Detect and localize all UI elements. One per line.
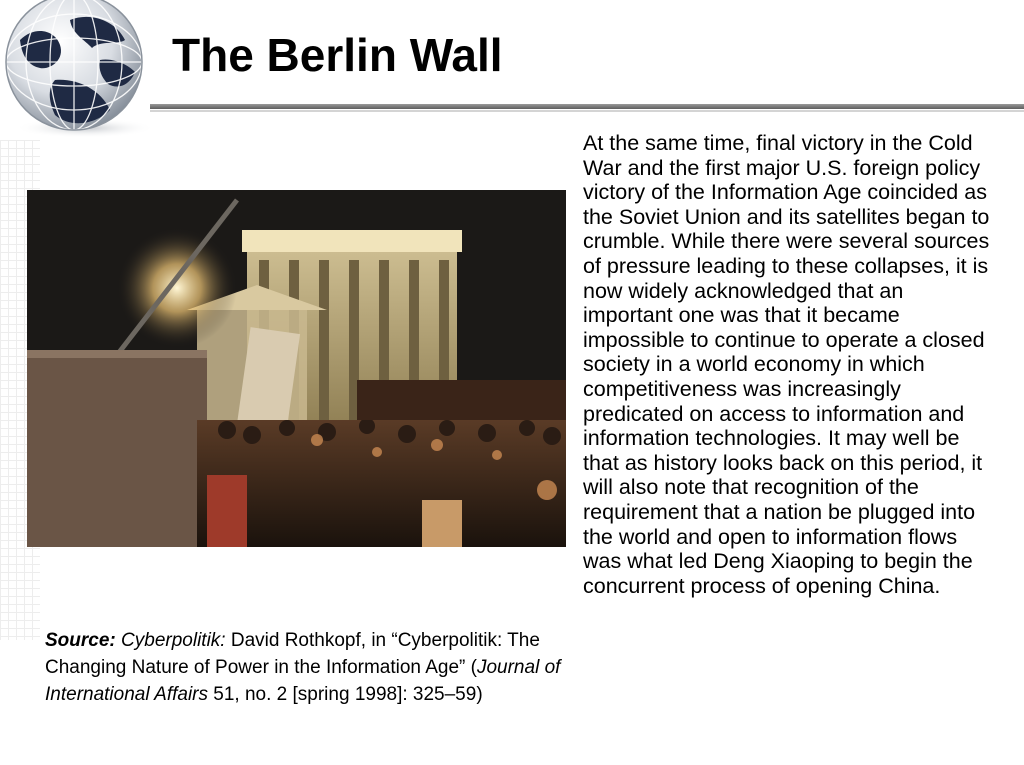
globe-icon	[0, 0, 160, 140]
source-publication: Cyberpolitik:	[121, 630, 226, 651]
source-label: Source:	[45, 630, 116, 651]
source-journal: Journal of International Affairs	[45, 657, 561, 705]
source-citation-tail: 51, no. 2 [spring 1998]: 325–59)	[208, 684, 483, 705]
title-divider-shadow	[150, 110, 1024, 112]
body-paragraph: At the same time, final victory in the Cold War and the first major U.S. foreign policy victory of the Information Age coincided as the Soviet Union and its satellites began to crumble. While there were several sources of pressure leading to these collapses, it is now widely acknowledged that an important one was that it became impossible to continue to operate a closed society in a world economy in which competitiveness was increasingly predicated on access to information and information technologies. It may well be that as history looks back on this period, it will also note that recognition of the requirement that a nation be plugged into the world and open to information flows was what led Deng Xiaoping to begin the concurrent process of opening China.	[583, 131, 990, 598]
slide-title: The Berlin Wall	[172, 29, 503, 81]
photo	[27, 190, 566, 547]
title-divider	[150, 104, 1024, 109]
source-citation	[45, 627, 585, 708]
source-author-text: David Rothkopf, in “Cyberpolitik: The Changing Nature of Power in the Information Age” (	[45, 630, 540, 678]
